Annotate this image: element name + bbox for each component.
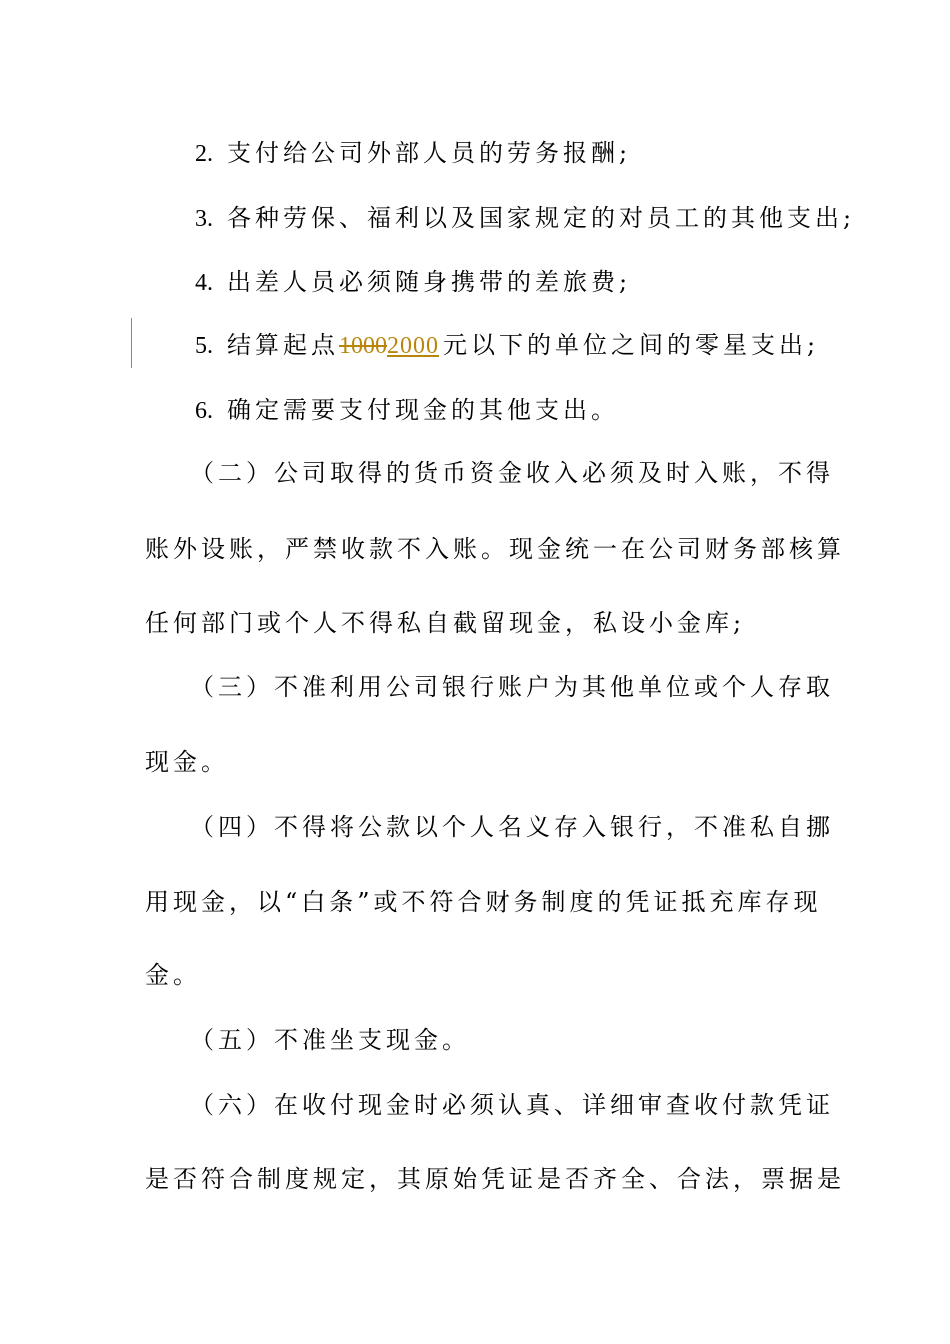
item-text: 确定需要支付现金的其他支出。 (227, 396, 619, 424)
paragraph-line: （六）在收付现金时必须认真、详细审查收付款凭证 (190, 1091, 834, 1119)
list-item-4 (195, 265, 807, 299)
item-number: 3. (195, 206, 213, 232)
paragraph-line: 账外设账，严禁收款不入账。现金统一在公司财务部核算 (145, 535, 845, 563)
list-item-5 (195, 328, 820, 362)
paragraph-line: （三）不准利用公司银行账户为其他单位或个人存取 (190, 673, 834, 701)
inserted-revision-text: 2000 (387, 333, 439, 359)
list-item-2 (195, 136, 807, 170)
paragraph-line: 是否符合制度规定，其原始凭证是否齐全、合法，票据是 (145, 1165, 845, 1193)
item-text: 支付给公司外部人员的劳务报酬; (227, 139, 632, 167)
revision-change-bar (131, 318, 132, 368)
paragraph-line: （五）不准坐支现金。 (190, 1026, 470, 1054)
paragraph-line: （四）不得将公款以个人名义存入银行，不准私自挪 (190, 813, 834, 841)
item-text-before: 结算起点 (227, 331, 339, 359)
deleted-revision-text: 1000 (339, 333, 387, 359)
item-number: 2. (195, 141, 213, 167)
list-item-6 (195, 393, 807, 427)
item-text: 出差人员必须随身携带的差旅费; (227, 268, 632, 296)
paragraph-line: 金。 (145, 961, 201, 989)
paragraph-line: 用现金，以“白条”或不符合财务制度的凭证抵充库存现 (145, 888, 822, 916)
item-number: 5. (195, 333, 213, 359)
item-number: 6. (195, 398, 213, 424)
paragraph-line: 任何部门或个人不得私自截留现金，私设小金库; (145, 609, 746, 637)
list-item-3 (195, 201, 856, 235)
paragraph-line: 现金。 (145, 748, 229, 776)
item-text: 各种劳保、福利以及国家规定的对员工的其他支出; (227, 204, 856, 232)
paragraph-line: （二）公司取得的货币资金收入必须及时入账，不得 (190, 459, 834, 487)
item-number: 4. (195, 270, 213, 296)
item-text-after: 元以下的单位之间的零星支出; (443, 331, 820, 359)
